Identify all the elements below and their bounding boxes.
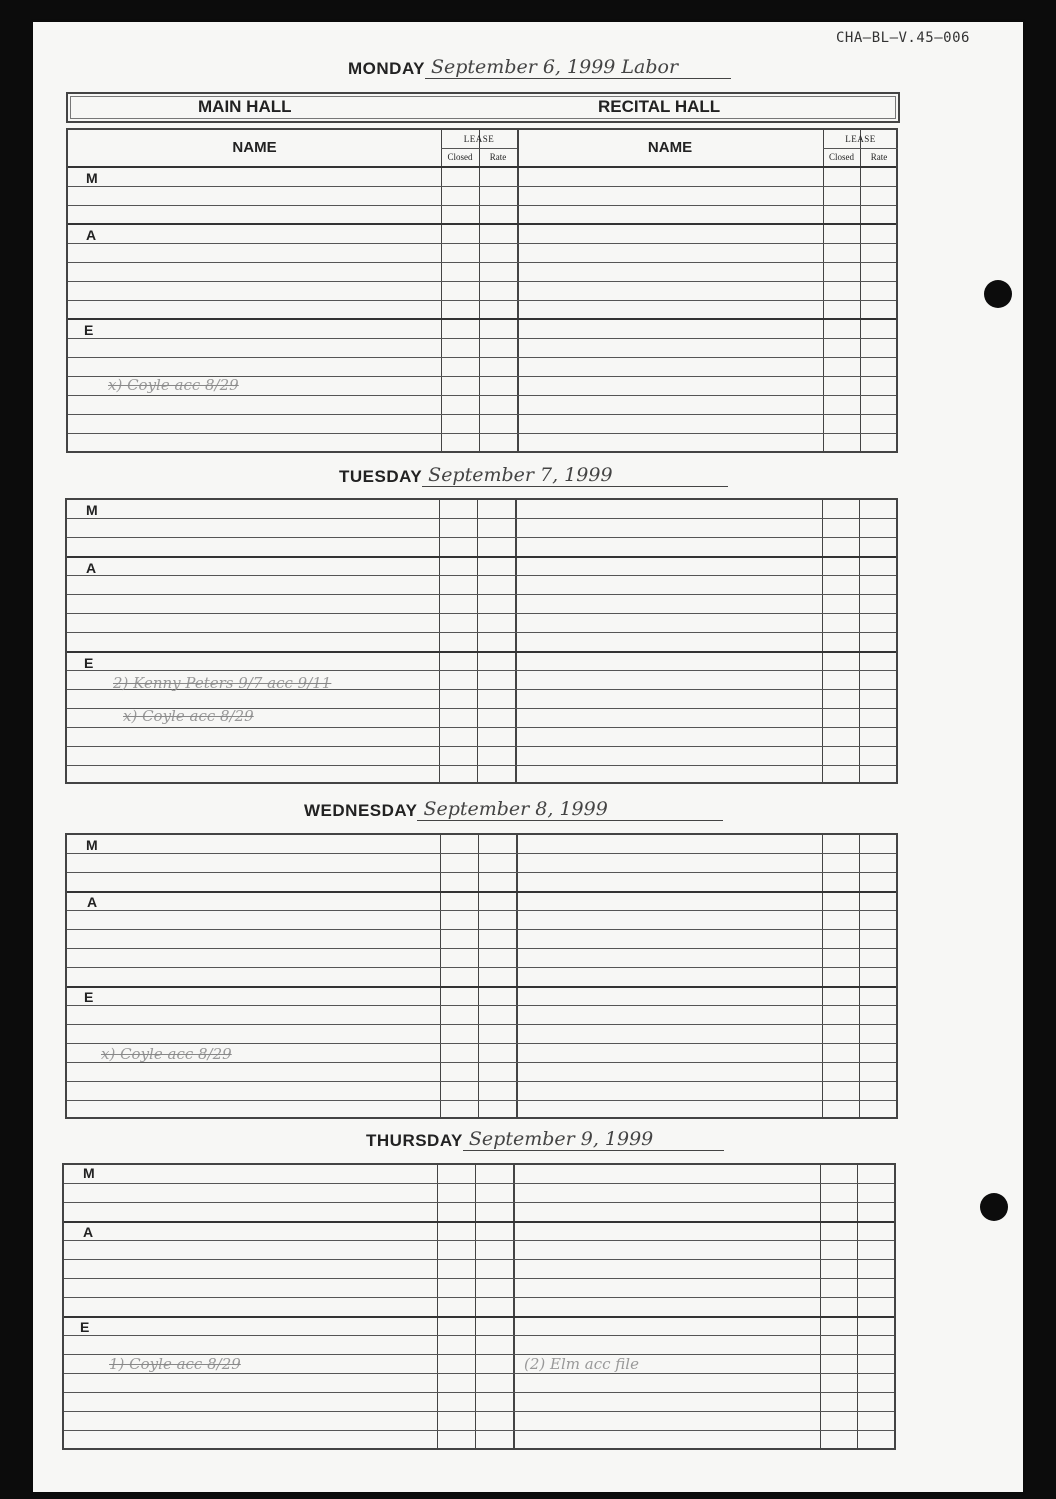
day-date: September 7, 1999 — [422, 464, 728, 487]
period-morning: M — [86, 502, 98, 518]
document-id: CHA—BL—V.45—006 — [836, 30, 970, 46]
handwritten-note: x) Coyle acc 8/29 — [108, 376, 239, 394]
handwritten-note: 1) Coyle acc 8/29 — [109, 1355, 241, 1373]
thursday-grid — [62, 1163, 896, 1450]
day-heading-wednesday — [304, 798, 723, 821]
handwritten-note: x) Coyle acc 8/29 — [123, 707, 254, 725]
period-evening: E — [84, 989, 94, 1005]
closed-header: Closed — [447, 152, 473, 162]
day-label: THURSDAY — [366, 1131, 463, 1150]
day-heading-tuesday — [339, 464, 728, 487]
day-label: TUESDAY — [339, 467, 423, 486]
period-afternoon: A — [86, 227, 97, 243]
handwritten-note: (2) Elm acc file — [524, 1355, 639, 1373]
day-label: WEDNESDAY — [304, 801, 418, 820]
period-evening: E — [84, 655, 94, 671]
closed-header: Closed — [828, 152, 854, 162]
period-morning: M — [86, 170, 98, 186]
handwritten-note: x) Coyle acc 8/29 — [101, 1045, 232, 1063]
hall-header — [66, 92, 900, 123]
day-heading-thursday — [366, 1128, 724, 1151]
day-date: September 8, 1999 — [417, 798, 723, 821]
name-header: NAME — [647, 139, 693, 156]
binder-hole-bottom — [980, 1193, 1008, 1221]
period-morning: M — [83, 1165, 95, 1181]
binder-hole-top — [984, 280, 1012, 308]
period-morning: M — [86, 837, 98, 853]
period-afternoon: A — [83, 1224, 94, 1240]
rate-header: Rate — [870, 152, 888, 162]
day-date: September 9, 1999 — [463, 1128, 724, 1151]
rate-header: Rate — [489, 152, 507, 162]
period-evening: E — [84, 322, 94, 338]
name-header: NAME — [232, 139, 277, 156]
main-hall-title: MAIN HALL — [198, 97, 292, 116]
day-label: MONDAY — [348, 59, 425, 78]
period-afternoon: A — [87, 894, 98, 910]
monday-grid — [66, 128, 898, 453]
lease-header: LEASE — [845, 134, 876, 144]
period-evening: E — [80, 1319, 90, 1335]
wednesday-grid — [65, 833, 898, 1119]
period-afternoon: A — [86, 560, 97, 576]
recital-hall-title: RECITAL HALL — [598, 97, 721, 116]
lease-header: LEASE — [463, 134, 495, 144]
tuesday-grid — [65, 498, 898, 784]
day-date: September 6, 1999 Labor — [425, 56, 731, 79]
handwritten-note: 2) Kenny Peters 9/7 acc 9/11 — [113, 674, 332, 692]
day-heading-monday — [348, 56, 731, 79]
